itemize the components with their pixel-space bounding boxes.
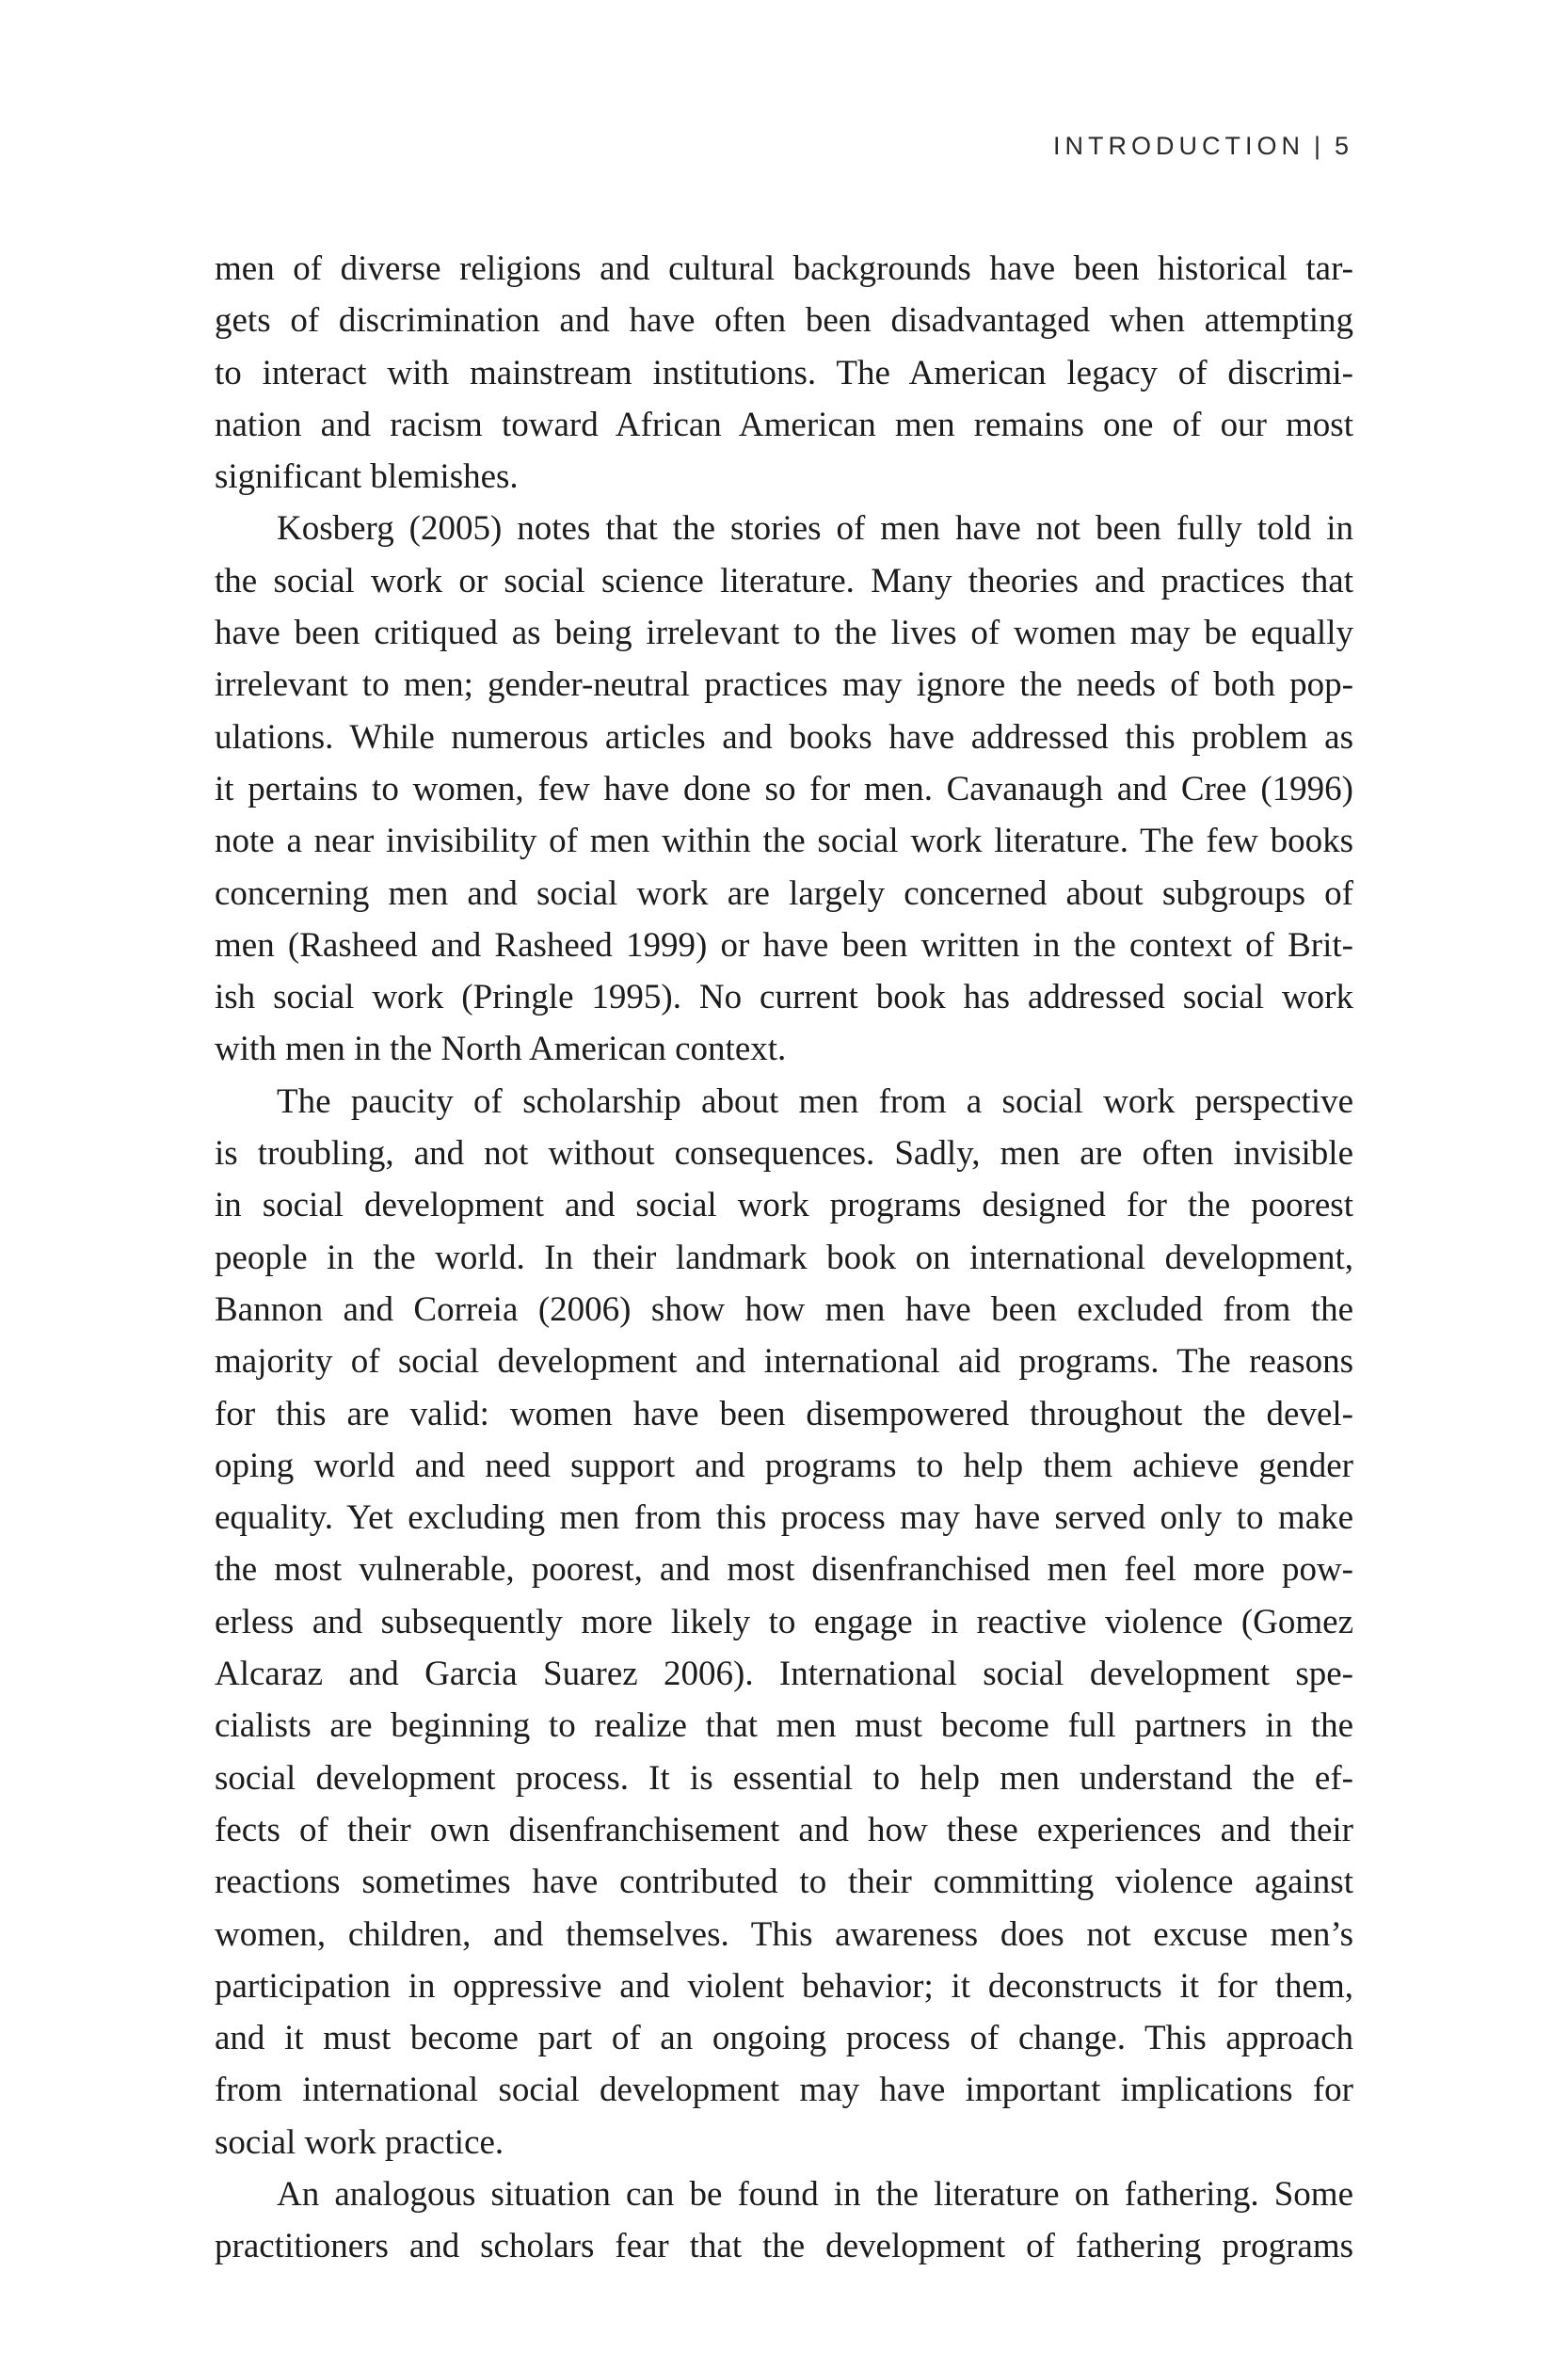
text-line: it pertains to women, few have done so for men. Cavanaugh and Cree (1996) <box>215 769 1353 808</box>
text-line: is troubling, and not without consequences. Sadly, men are often invisible <box>215 1134 1353 1174</box>
text-line: irrelevant to men; gender-neutral practices may ignore the needs of both pop- <box>215 665 1353 705</box>
text-line: The paucity of scholarship about men from a social work perspective <box>277 1081 1353 1121</box>
text-line: social work practice. <box>215 2122 504 2162</box>
text-line: majority of social development and international aid programs. The reasons <box>215 1342 1353 1382</box>
text-line: concerning men and social work are largely concerned about subgroups of <box>215 873 1353 913</box>
text-line: men (Rasheed and Rasheed 1999) or have been written in the context of Brit- <box>215 925 1353 965</box>
text-line: gets of discrimination and have often been disadvantaged when attempting <box>215 301 1353 341</box>
section-title: INTRODUCTION <box>1052 132 1304 160</box>
text-line: erless and subsequently more likely to engage in reactive violence (Gomez <box>215 1602 1353 1641</box>
text-line: participation in oppressive and violent behavior; it deconstructs it for them, <box>215 1966 1353 2006</box>
paragraph <box>215 2168 1353 2273</box>
text-line: significant blemishes. <box>215 457 519 497</box>
text-line: fects of their own disenfranchisement and how these experiences and their <box>215 1810 1353 1849</box>
paragraph <box>215 503 1353 1075</box>
text-line: for this are valid: women have been disempowered throughout the devel- <box>215 1394 1353 1433</box>
text-line: Bannon and Correia (2006) show how men have been excluded from the <box>215 1289 1353 1329</box>
text-line: An analogous situation can be found in the literature on fathering. Some <box>277 2174 1353 2214</box>
body-text <box>215 243 1353 2273</box>
text-line: and it must become part of an ongoing process of change. This approach <box>215 2019 1353 2058</box>
text-line: nation and racism toward African American men remains one of our most <box>215 405 1353 444</box>
text-line: social development process. It is essential to help men understand the ef- <box>215 1758 1353 1798</box>
text-line: people in the world. In their landmark book on international development, <box>215 1238 1353 1277</box>
text-line: from international social development may have important implications for <box>215 2071 1353 2110</box>
header-separator: | <box>1313 132 1325 160</box>
text-line: to interact with mainstream institutions. The American legacy of discrimi- <box>215 353 1353 392</box>
text-line: have been critiqued as being irrelevant to the lives of women may be equally <box>215 614 1353 653</box>
text-line: in social development and social work programs designed for the poorest <box>215 1186 1353 1225</box>
text-line: the most vulnerable, poorest, and most disenfranchised men feel more pow- <box>215 1550 1353 1590</box>
text-line: oping world and need support and programs to help them achieve gender <box>215 1446 1353 1485</box>
text-line: practitioners and scholars fear that the development of fathering programs <box>215 2227 1353 2266</box>
text-line: Kosberg (2005) notes that the stories of men have not been fully told in <box>277 509 1353 549</box>
text-line: Alcaraz and Garcia Suarez 2006). International social development spe- <box>215 1655 1353 1694</box>
page-number: 5 <box>1334 132 1353 160</box>
text-line: cialists are beginning to realize that men must become full partners in the <box>215 1706 1353 1746</box>
text-line: note a near invisibility of men within the social work literature. The few books <box>215 822 1353 861</box>
text-line: reactions sometimes have contributed to their committing violence against <box>215 1863 1353 1902</box>
paragraph <box>215 1076 1353 2168</box>
text-line: men of diverse religions and cultural backgrounds have been historical tar- <box>215 249 1353 288</box>
text-line: with men in the North American context. <box>215 1030 787 1069</box>
text-line: the social work or social science literature. Many theories and practices that <box>215 561 1353 600</box>
text-line: women, children, and themselves. This awareness does not excuse men’s <box>215 1914 1353 1954</box>
running-head <box>1053 132 1353 161</box>
text-line: ish social work (Pringle 1995). No current book has addressed social work <box>215 978 1353 1017</box>
text-line: equality. Yet excluding men from this process may have served only to make <box>215 1498 1353 1538</box>
text-line: ulations. While numerous articles and books have addressed this problem as <box>215 717 1353 757</box>
paragraph <box>215 243 1353 503</box>
